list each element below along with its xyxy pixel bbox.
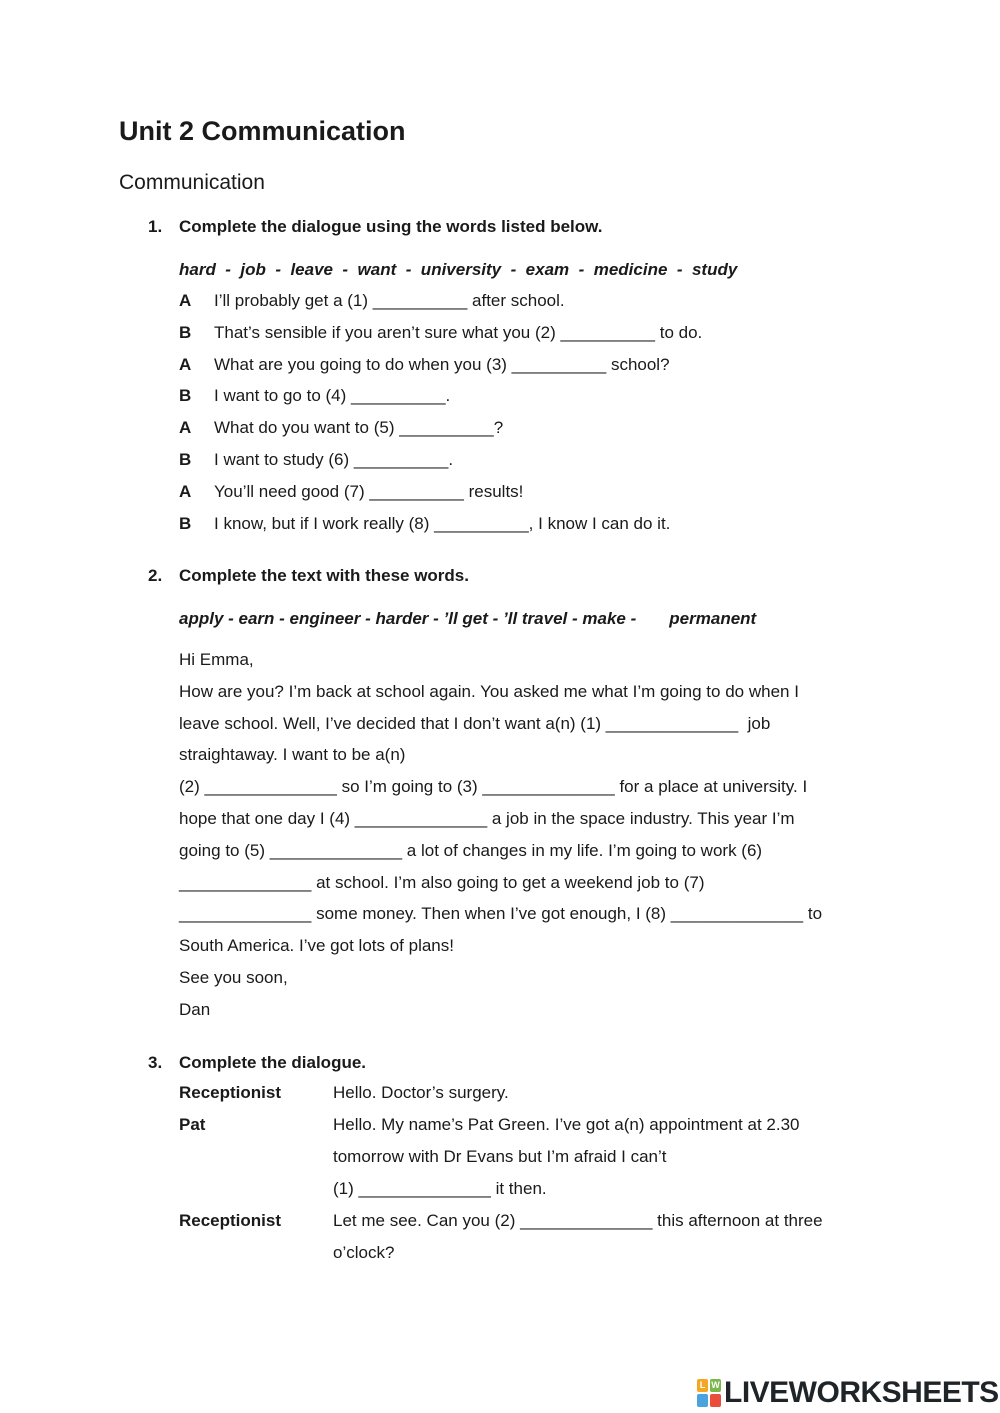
dialogue-line bbox=[179, 386, 450, 406]
exercise-instruction: Complete the dialogue using the words listed below. bbox=[179, 217, 603, 236]
logo-square bbox=[710, 1394, 721, 1407]
section-subtitle: Communication bbox=[119, 171, 265, 194]
letter-line: South America. I’ve got lots of plans! bbox=[179, 936, 454, 956]
speaker-label: Receptionist bbox=[179, 1211, 282, 1230]
letter-line: leave school. Well, I’ve decided that I don’t want a(n) (1) ______________ job bbox=[179, 713, 771, 733]
letter-line: ______________ at school. I’m also going to get a weekend job to (7) bbox=[179, 872, 705, 892]
speaker-label: A bbox=[179, 418, 192, 438]
speaker-label: B bbox=[179, 450, 192, 469]
exercise-2-heading bbox=[148, 566, 469, 586]
exercise-1-word-bank: hard - job - leave - want - university - exam - medicine - study bbox=[179, 260, 738, 279]
dialogue-line bbox=[179, 418, 503, 438]
logo-square: L bbox=[697, 1379, 708, 1392]
dialogue-text: What are you going to do when you (3) __________ school? bbox=[214, 354, 670, 374]
dialogue-text: Let me see. Can you (2) ______________ this afternoon at three bbox=[333, 1211, 823, 1230]
letter-line: (2) ______________ so I’m going to (3) ______________ for a place at university. I bbox=[179, 777, 808, 797]
exercise-instruction: Complete the text with these words. bbox=[179, 566, 469, 585]
letter-line: Hi Emma, bbox=[179, 650, 254, 669]
speaker-label: Receptionist bbox=[179, 1083, 282, 1102]
logo-square bbox=[697, 1394, 708, 1407]
dialogue-line bbox=[179, 450, 453, 470]
liveworksheets-logo-icon bbox=[697, 1379, 721, 1407]
dialogue-line bbox=[179, 291, 565, 311]
brand-name: LIVEWORKSHEETS bbox=[724, 1376, 999, 1409]
dialogue-text: I’ll probably get a (1) __________ after school. bbox=[214, 291, 565, 310]
dialogue-text: I know, but if I work really (8) __________, I know I can do it. bbox=[214, 513, 671, 533]
speaker-label: A bbox=[179, 354, 192, 374]
dialogue-text: Hello. My name’s Pat Green. I’ve got a(n) appointment at 2.30 bbox=[333, 1115, 800, 1134]
letter-line: straightaway. I want to be a(n) bbox=[179, 745, 406, 765]
letter-line: going to (5) ______________ a lot of changes in my life. I’m going to work (6) bbox=[179, 840, 763, 860]
exercise-number: 3. bbox=[148, 1053, 163, 1072]
dialogue-line bbox=[179, 355, 670, 375]
dialogue-text: o’clock? bbox=[333, 1243, 395, 1262]
letter-line: ______________ some money. Then when I’ve got enough, I (8) ______________ to bbox=[179, 904, 823, 924]
dialogue-text: I want to go to (4) __________. bbox=[214, 386, 451, 406]
exercise-2-word-bank: apply - earn - engineer - harder - ’ll get - ’ll travel - make - permanent bbox=[179, 609, 757, 628]
letter-line: Dan bbox=[179, 999, 211, 1019]
logo-square: W bbox=[711, 1380, 720, 1390]
speaker-label: Pat bbox=[179, 1115, 206, 1134]
liveworksheets-logo bbox=[697, 1378, 999, 1408]
page-title: Unit 2 Communication bbox=[119, 116, 406, 146]
letter-line: How are you? I’m back at school again. You asked me what I’m going to do when I bbox=[179, 681, 799, 701]
exercise-1-heading bbox=[148, 217, 602, 237]
exercise-3-heading bbox=[148, 1053, 366, 1073]
dialogue-text: tomorrow with Dr Evans but I’m afraid I can’t bbox=[333, 1147, 667, 1166]
dialogue-line bbox=[179, 482, 523, 502]
dialogue-text: That’s sensible if you aren’t sure what you (2) __________ to do. bbox=[214, 322, 703, 342]
speaker-label: B bbox=[179, 322, 192, 342]
speaker-label: B bbox=[179, 386, 192, 406]
letter-line: See you soon, bbox=[179, 968, 288, 987]
speaker-label: B bbox=[179, 513, 192, 533]
exercise-number: 2. bbox=[148, 566, 163, 585]
dialogue-text: What do you want to (5) __________? bbox=[214, 418, 504, 438]
letter-line: hope that one day I (4) ______________ a job in the space industry. This year I’m bbox=[179, 809, 795, 828]
exercise-number: 1. bbox=[148, 217, 163, 236]
speaker-label: A bbox=[179, 481, 192, 501]
speaker-label: A bbox=[179, 291, 192, 310]
dialogue-text: (1) ______________ it then. bbox=[333, 1179, 547, 1198]
dialogue-text: You’ll need good (7) __________ results! bbox=[214, 481, 524, 501]
dialogue-line bbox=[179, 514, 670, 534]
dialogue-line bbox=[179, 323, 702, 343]
dialogue-text: I want to study (6) __________. bbox=[214, 450, 454, 469]
exercise-instruction: Complete the dialogue. bbox=[179, 1053, 367, 1072]
dialogue-text: Hello. Doctor’s surgery. bbox=[333, 1083, 509, 1102]
